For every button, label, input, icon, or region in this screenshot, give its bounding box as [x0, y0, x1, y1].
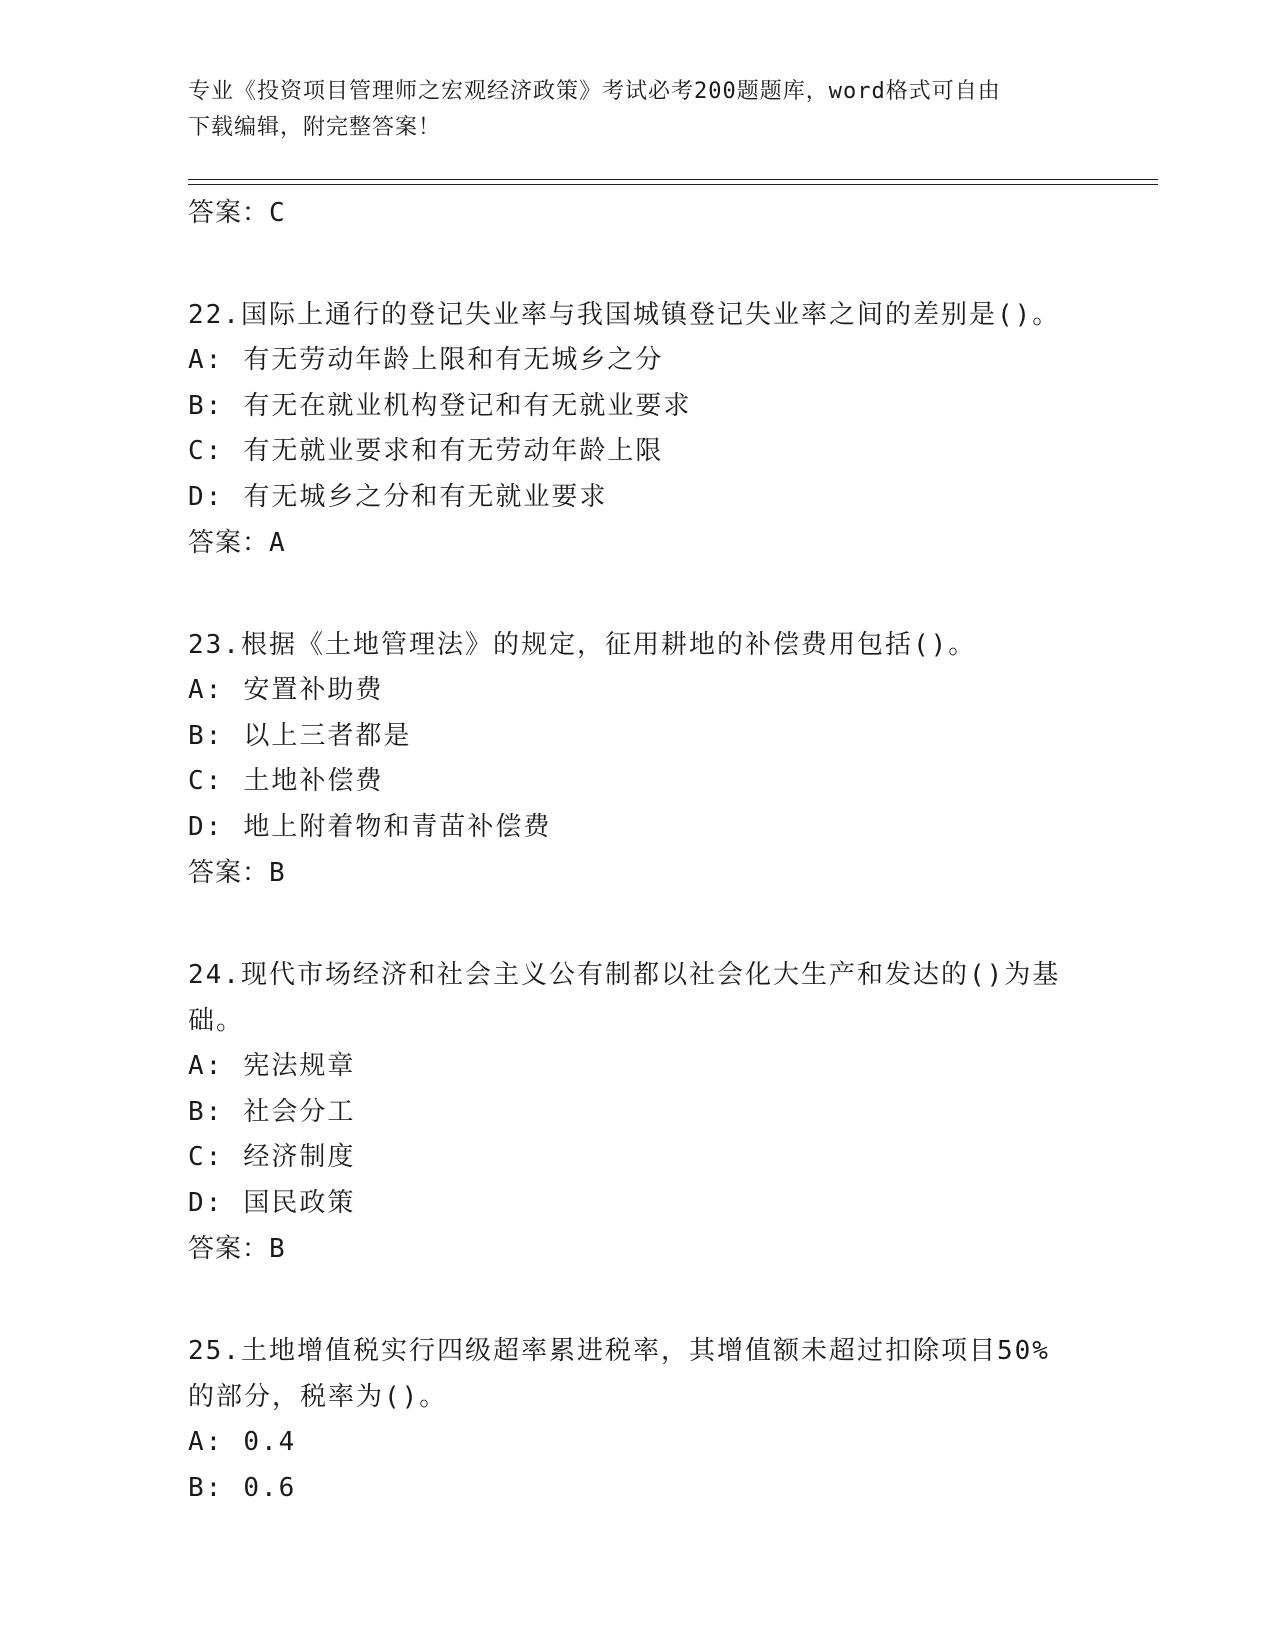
- question-stem: 23.根据《土地管理法》的规定，征用耕地的补偿费用包括()。: [188, 630, 977, 660]
- option-a: [188, 1420, 1088, 1466]
- option-a: [188, 668, 1088, 714]
- document-body: [188, 190, 1088, 1511]
- option-text: 社会分工: [243, 1096, 356, 1127]
- option-d: [188, 805, 1088, 851]
- option-letter: A:: [188, 1051, 224, 1081]
- option-a: [188, 338, 1088, 384]
- option-letter: C:: [188, 1142, 224, 1172]
- option-letter: B:: [188, 720, 224, 751]
- question-25: [188, 1328, 1088, 1511]
- option-b: [188, 1090, 1088, 1136]
- option-d: [188, 1181, 1088, 1227]
- option-letter: B:: [188, 390, 224, 421]
- question-22: [188, 292, 1088, 566]
- option-letter: D:: [188, 1187, 224, 1218]
- option-b: [188, 1466, 1088, 1512]
- option-d: [188, 475, 1088, 521]
- question-stem-continuation: 的部分，税率为()。: [188, 1382, 448, 1412]
- option-text: 宪法规章: [243, 1051, 356, 1081]
- option-text: 经济制度: [243, 1142, 356, 1172]
- header-line-1: 专业《投资项目管理师之宏观经济政策》考试必考200题题库，word格式可自由: [188, 79, 1001, 104]
- question-23: [188, 622, 1088, 896]
- option-letter: A:: [188, 1427, 224, 1457]
- answer-line: 答案：A: [188, 528, 286, 558]
- option-text: 有无就业要求和有无劳动年龄上限: [243, 436, 664, 466]
- option-text: 安置补助费: [243, 675, 384, 705]
- option-text: 有无劳动年龄上限和有无城乡之分: [243, 345, 664, 375]
- question-stem-continuation: 础。: [188, 1006, 245, 1036]
- option-letter: C:: [188, 766, 224, 796]
- option-a: [188, 1044, 1088, 1090]
- option-letter: B:: [188, 1096, 224, 1127]
- answer-line: 答案：B: [188, 858, 286, 888]
- option-letter: C:: [188, 436, 224, 466]
- option-text: 以上三者都是: [243, 720, 412, 751]
- header-line-2: 下载编辑，附完整答案！: [188, 115, 442, 140]
- question-stem: 22.国际上通行的登记失业率与我国城镇登记失业率之间的差别是()。: [188, 300, 1061, 330]
- option-letter: A:: [188, 345, 224, 375]
- question-stem: 24.现代市场经济和社会主义公有制都以社会化大生产和发达的()为基: [188, 960, 1061, 990]
- option-text: 有无在就业机构登记和有无就业要求: [243, 390, 692, 421]
- answer-line: 答案：B: [188, 1234, 286, 1264]
- header-divider-top: [188, 179, 1158, 180]
- option-text: 地上附着物和青苗补偿费: [243, 811, 552, 842]
- document-header: [188, 74, 1068, 146]
- option-c: [188, 759, 1088, 805]
- option-b: [188, 384, 1088, 430]
- option-letter: A:: [188, 675, 224, 705]
- option-text: 0.4: [243, 1427, 297, 1457]
- option-c: [188, 1135, 1088, 1181]
- question-24: [188, 952, 1088, 1272]
- question-stem: 25.土地增值税实行四级超率累进税率，其增值额未超过扣除项目50%: [188, 1336, 1050, 1366]
- header-divider-bottom: [188, 184, 1158, 185]
- option-letter: B:: [188, 1472, 224, 1503]
- option-text: 0.6: [243, 1472, 297, 1503]
- answer-line: 答案：C: [188, 198, 286, 228]
- option-letter: D:: [188, 811, 224, 842]
- option-letter: D:: [188, 481, 224, 512]
- option-text: 有无城乡之分和有无就业要求: [243, 481, 608, 512]
- option-c: [188, 429, 1088, 475]
- option-text: 土地补偿费: [243, 766, 384, 796]
- option-b: [188, 714, 1088, 760]
- option-text: 国民政策: [243, 1187, 356, 1218]
